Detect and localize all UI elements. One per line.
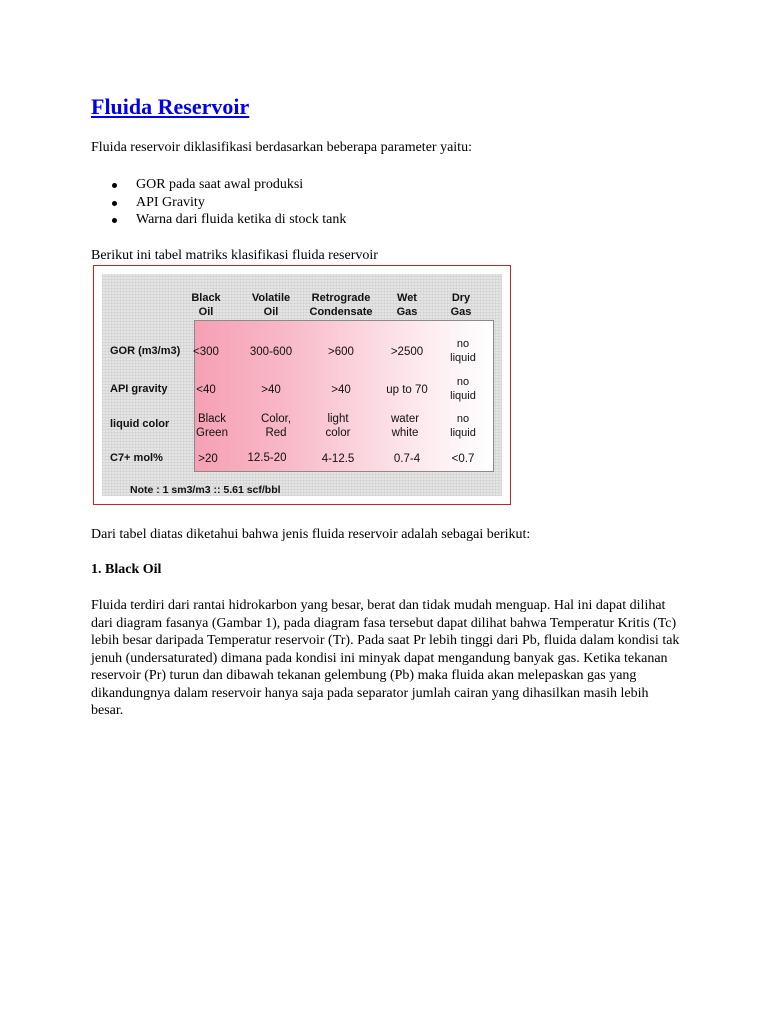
table-cell: no liquid <box>450 338 476 364</box>
section-heading-black-oil: 1. Black Oil <box>91 562 162 577</box>
column-header-volatile-oil: Volatile Oil <box>251 292 291 318</box>
table-cell: 12.5-20 <box>247 452 287 464</box>
page-title-link[interactable]: Fluida Reservoir <box>91 94 250 119</box>
table-cell: >20 <box>198 453 218 465</box>
table-cell: <40 <box>196 384 216 396</box>
table-cell: >40 <box>331 384 351 396</box>
row-label-c7-mol: C7+ mol% <box>110 452 163 464</box>
bullet-icon <box>112 218 117 223</box>
after-table-paragraph: Dari tabel diatas diketahui bahwa jenis fluida reservoir adalah sebagai berikut: <box>91 527 531 542</box>
column-header-dry-gas: Dry Gas <box>450 292 472 318</box>
bullet-icon <box>112 201 117 206</box>
bullet-icon <box>112 183 117 188</box>
row-label-api-gravity: API gravity <box>110 383 168 395</box>
table-cell: >600 <box>328 346 354 358</box>
table-cell: Black Green <box>196 413 228 439</box>
table-note: Note : 1 sm3/m3 :: 5.61 scf/bbl <box>130 484 281 496</box>
row-label-gor: GOR (m3/m3) <box>110 345 181 357</box>
row-label-liquid-color: liquid color <box>110 418 170 430</box>
table-cell: <300 <box>193 346 219 358</box>
table-cell: up to 70 <box>386 384 428 396</box>
table-cell: water white <box>390 413 420 439</box>
table-cell: >2500 <box>390 346 424 358</box>
black-oil-paragraph: Fluida terdiri dari rantai hidrokarbon yang besar, berat dan tidak mudah menguap. Hal ini dapat dilihat dari diagram fasanya (Gambar 1), pada diagram fasa tersebut dapat dilihat bahwa Temperatur Kritis (Tc) lebih besar daripada Temperatur reservoir (Tr). Pada saat Pr lebih tinggi dari Pb, fluida dalam kondisi tak jenuh (undersaturated) dimana pada kondisi ini minyak dapat mengandung banyak gas. Ketika tekanan reservoir (Pr) turun dan dibawah tekanan gelembung (Pb) maka fluida akan melepaskan gas yang dikandungnya dalam reservoir hanya saja pada separator jumlah cairan yang dihasilkan masih lebih besar. <box>91 598 680 718</box>
list-item: API Gravity <box>112 194 346 212</box>
column-header-wet-gas: Wet Gas <box>396 292 418 318</box>
table-cell: 0.7-4 <box>393 453 421 465</box>
table-intro-paragraph: Berikut ini tabel matriks klasifikasi fluida reservoir <box>91 248 378 263</box>
table-cell: >40 <box>261 384 281 396</box>
column-header-black-oil: Black Oil <box>191 292 221 318</box>
list-item: GOR pada saat awal produksi <box>112 176 346 194</box>
list-item: Warna dari fluida ketika di stock tank <box>112 211 346 229</box>
table-cell: light color <box>325 413 351 439</box>
table-cell: 300-600 <box>249 346 293 358</box>
table-image <box>102 274 502 496</box>
table-cell: no liquid <box>450 413 476 439</box>
classification-table-figure <box>93 265 511 505</box>
table-cell: Color, Red <box>260 413 292 439</box>
table-cell: <0.7 <box>451 453 475 465</box>
parameter-list <box>112 176 346 229</box>
table-cell: 4-12.5 <box>321 453 355 465</box>
table-cell: no liquid <box>450 376 476 402</box>
intro-paragraph: Fluida reservoir diklasifikasi berdasarkan beberapa parameter yaitu: <box>91 140 472 155</box>
column-header-retrograde-condensate: Retrograde Condensate <box>309 292 373 318</box>
